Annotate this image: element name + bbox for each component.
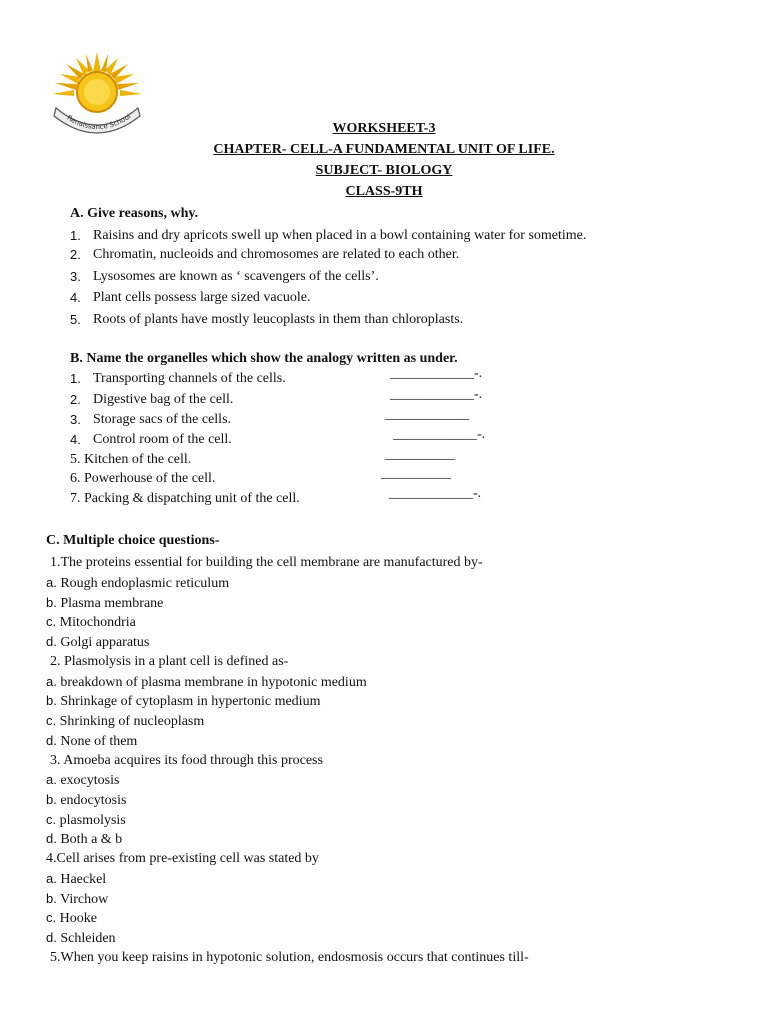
list-item: 4. Plant cells possess large sized vacuole. <box>70 290 311 305</box>
option-item: d. None of them <box>46 733 138 749</box>
option-item: a. exocytosis <box>46 772 120 788</box>
option-item: c. Shrinking of nucleoplasm <box>46 713 205 729</box>
option-item: b. Virchow <box>46 891 109 907</box>
answer-blank[interactable]: __________ <box>385 447 455 462</box>
section-b-title: B. Name the organelles which show the analogy written as under. <box>70 351 458 366</box>
class-title: CLASS-9TH <box>345 184 423 199</box>
question-text: 4.Cell arises from pre-existing cell was stated by <box>46 851 319 866</box>
list-item: 7. Packing & dispatching unit of the cell. <box>70 491 300 506</box>
list-item: 6. Powerhouse of the cell. <box>70 471 216 486</box>
list-item: 4. Control room of the cell. <box>70 432 232 447</box>
answer-blank[interactable]: ____________-. <box>393 427 486 442</box>
worksheet-title: WORKSHEET-3 <box>332 121 436 136</box>
option-item: c. Mitochondria <box>46 614 136 630</box>
option-item: b. Shrinkage of cytoplasm in hypertonic medium <box>46 693 321 709</box>
option-item: b. Plasma membrane <box>46 595 164 611</box>
option-item: d. Both a & b <box>46 831 123 847</box>
option-item: d. Schleiden <box>46 930 116 946</box>
answer-blank[interactable]: __________ <box>381 466 451 481</box>
list-item: 2. Digestive bag of the cell. <box>70 392 234 407</box>
option-item: c. plasmolysis <box>46 812 126 828</box>
question-text: 3. Amoeba acquires its food through this process <box>50 753 323 768</box>
answer-blank[interactable]: ____________-. <box>389 486 482 501</box>
option-item: b. endocytosis <box>46 792 127 808</box>
list-item: 5. Kitchen of the cell. <box>70 452 192 467</box>
question-text: 2. Plasmolysis in a plant cell is defined as- <box>50 654 289 669</box>
list-item: 3. Storage sacs of the cells. <box>70 412 232 427</box>
list-item: 1. Transporting channels of the cells. <box>70 371 286 386</box>
section-a-title: A. Give reasons, why. <box>70 206 199 221</box>
subject-title: SUBJECT- BIOLOGY <box>315 163 453 178</box>
chapter-title: CHAPTER- CELL-A FUNDAMENTAL UNIT OF LIFE. <box>213 142 555 157</box>
option-item: a. Rough endoplasmic reticulum <box>46 575 230 591</box>
section-c-title: C. Multiple choice questions- <box>46 533 220 548</box>
logo-text: Renaissance School <box>65 112 133 132</box>
option-item: a. breakdown of plasma membrane in hypotonic medium <box>46 674 367 690</box>
option-item: c. Hooke <box>46 910 97 926</box>
option-item: a. Haeckel <box>46 871 107 887</box>
answer-blank[interactable]: ____________ <box>385 407 469 422</box>
list-item: 2. Chromatin, nucleoids and chromosomes are related to each other. <box>70 247 460 262</box>
list-item: 5. Roots of plants have mostly leucoplasts in them than chloroplasts. <box>70 312 464 327</box>
answer-blank[interactable]: ____________-. <box>390 387 483 402</box>
list-item: 3. Lysosomes are known as ‘ scavengers of the cells’. <box>70 269 379 284</box>
answer-blank[interactable]: ____________-. <box>390 366 483 381</box>
option-item: d. Golgi apparatus <box>46 634 150 650</box>
question-text: 5.When you keep raisins in hypotonic solution, endosmosis occurs that continues till- <box>50 950 529 965</box>
question-text: 1.The proteins essential for building the cell membrane are manufactured by- <box>50 555 483 570</box>
list-item: 1. Raisins and dry apricots swell up when placed in a bowl containing water for sometime. <box>70 228 587 243</box>
